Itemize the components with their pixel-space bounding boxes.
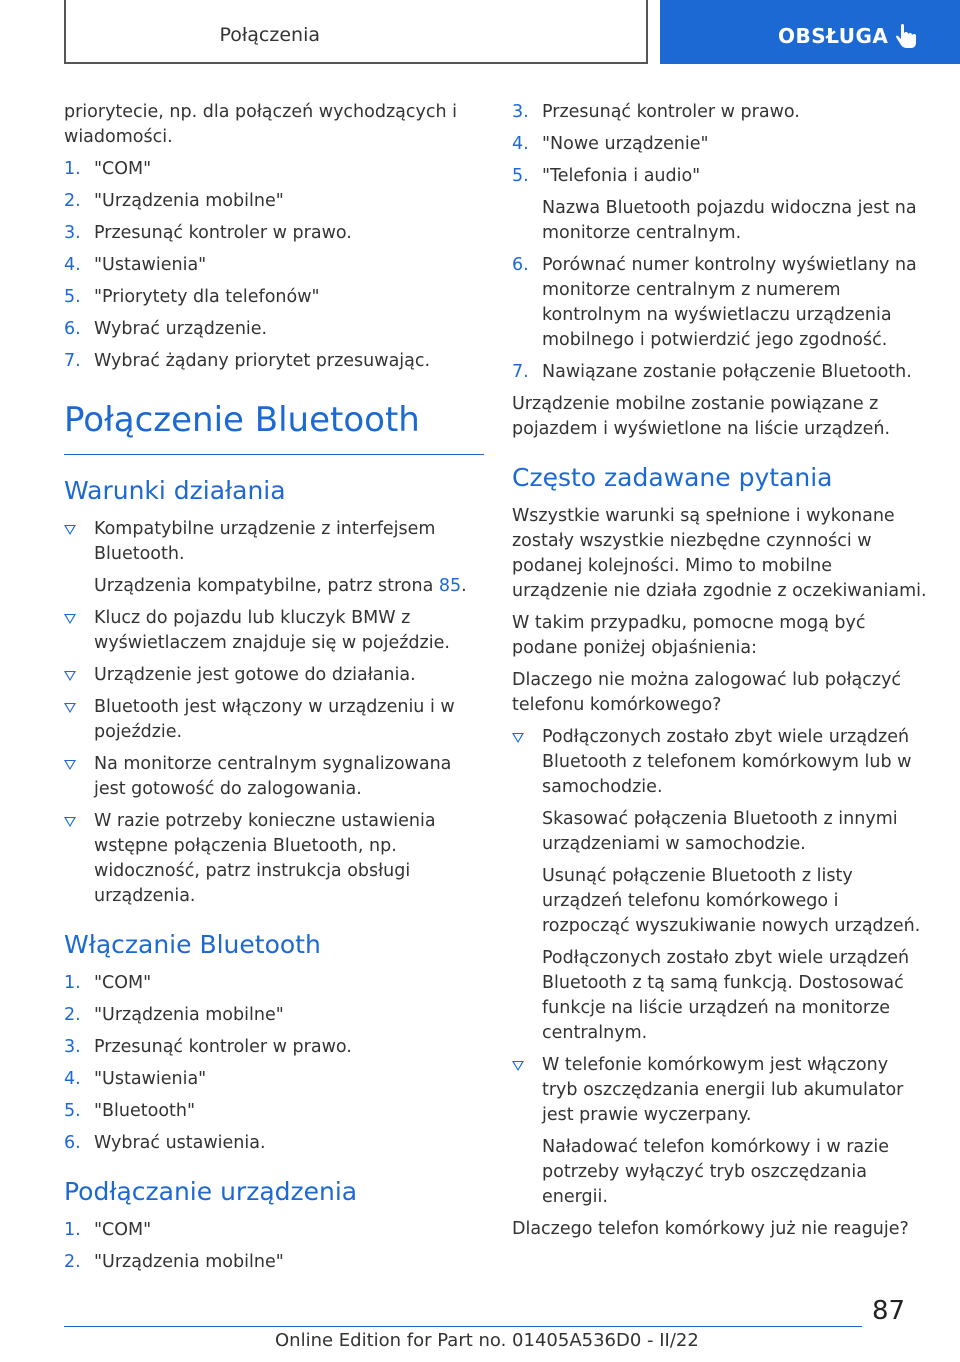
header-chapter-tab[interactable] [660,0,960,64]
list-item: 4. "Ustawienia" [64,1069,207,1089]
triangle-bullet-icon [64,525,76,535]
triangle-bullet-icon [64,614,76,624]
list-item: 7. Wybrać żądany priorytet przesuwając. [64,351,431,371]
triangle-bullet-icon [64,817,76,827]
list-item: 4. "Ustawienia" [64,255,207,275]
subheading-connect-device: Podłączanie urządzenia [64,1177,358,1206]
list-item: 6. Porównać numer kontrolny wyświetlany na monitorze centralnym z numerem kontrolnym na wyświetlaczu urządzenia mobilnego i potwierdzić jego zgodność. [512,255,917,350]
list-item: Urządzenie jest gotowe do działania. [64,663,484,688]
list-item: 7. Nawiązane zostanie połączenie Bluetooth. [512,362,912,382]
left-column [64,100,484,1282]
list-item: Kompatybilne urządzenie z interfejsem Bluetooth. Urządzenia kompatybilne, patrz strona 85. [64,517,484,599]
header-section-title: Połączenia [219,24,320,46]
list-item: W razie potrzeby konieczne ustawienia wstępne połączenia Bluetooth, np. widoczność, patrz instrukcja obsługi urządzenia. [64,809,484,909]
list-item: 5. "Priorytety dla telefonów" [64,287,320,307]
triangle-bullet-icon [64,703,76,713]
subheading-conditions: Warunki działania [64,476,286,505]
intro-text: priorytecie, np. dla połączeń wychodzących i wiadomości. [64,102,457,147]
list-item: Klucz do pojazdu lub kluczyk BMW z wyświetlaczem znajduje się w pojeździe. [64,606,484,656]
list-item: 1. "COM" [64,973,152,993]
faq-intro: Wszystkie warunki są spełnione i wykonane zostały wszystkie niezbędne czynności w podanej kolejności. Mimo to mobilne urządzenie nie działa zgodnie z oczekiwaniami. [512,506,927,601]
page-number: 87 [872,1296,906,1326]
faq-question-1: Dlaczego nie można zalogować lub połączyć telefonu komórkowego? [512,670,902,715]
list-item: 2. "Urządzenia mobilne" [64,1252,284,1272]
connect-steps-continued [512,100,928,385]
triangle-bullet-icon [64,760,76,770]
list-item: Podłączonych zostało zbyt wiele urządzeń Bluetooth z telefonem komórkowym lub w samochodzie. Skasować połączenia Bluetooth z innymi urządzeniami w samochodzie. Usunąć połączenie Bluetooth z listy urządzeń telefonu komórkowego i rozpocząć wyszukiwanie nowych urządzeń. Podłączonych zostało zbyt wiele urządzeń Bluetooth z tą samą funkcją. Dostosować funkcje na liście urządzeń na monitorze centralnym. [512,725,928,1046]
list-item: Na monitorze centralnym sygnalizowana jest gotowość do zalogowania. [64,752,484,802]
list-item: Bluetooth jest włączony w urządzeniu i w pojeździe. [64,695,484,745]
header-chapter-label: OBSŁUGA [778,24,889,48]
list-item: 5. "Bluetooth" [64,1101,196,1121]
list-item: 6. Wybrać ustawienia. [64,1133,266,1153]
list-item: 2. "Urządzenia mobilne" [64,191,284,211]
conditions-list [64,517,484,909]
list-item: 3. Przesunąć kontroler w prawo. [512,102,800,122]
faq-help: W takim przypadku, pomocne mogą być podane poniżej objaśnienia: [512,613,866,658]
footer-edition: Online Edition for Part no. 01405A536D0 - II/22 [275,1330,699,1351]
page-link[interactable]: 85 [438,576,462,596]
page-header [0,0,960,66]
footer-divider [64,1326,862,1327]
list-item: 3. Przesunąć kontroler w prawo. [64,1037,352,1057]
section-heading-bluetooth: Połączenie Bluetooth [64,398,484,455]
subheading-enable-bluetooth: Włączanie Bluetooth [64,930,321,959]
triangle-bullet-icon [512,1061,524,1071]
list-item: 1. "COM" [64,1220,152,1240]
list-item: 3. Przesunąć kontroler w prawo. [64,223,352,243]
enable-steps [64,971,484,1156]
list-item: W telefonie komórkowym jest włączony tryb oszczędzania energii lub akumulator jest prawie wyczerpany. Naładować telefon komórkowy i w razie potrzeby wyłączyć tryb oszczędzania energii. [512,1053,928,1210]
pointing-hand-icon [896,24,918,50]
header-section-box [64,0,648,64]
list-item: 4. "Nowe urządzenie" [512,134,709,154]
list-item: 1. "COM" [64,159,152,179]
list-item: 2. "Urządzenia mobilne" [64,1005,284,1025]
triangle-bullet-icon [512,733,524,743]
list-item: 5. "Telefonia i audio" Nazwa Bluetooth pojazdu widoczna jest na monitorze centralnym. [512,166,917,243]
triangle-bullet-icon [64,671,76,681]
list-item: 6. Wybrać urządzenie. [64,319,268,339]
subheading-faq: Często zadawane pytania [512,463,833,492]
right-column [512,100,928,1249]
connect-steps [64,1218,484,1275]
faq-question-2: Dlaczego telefon komórkowy już nie reaguje? [512,1219,909,1239]
faq-answers [512,725,928,1210]
priority-steps [64,157,484,374]
result-text: Urządzenie mobilne zostanie powiązane z pojazdem i wyświetlone na liście urządzeń. [512,394,891,439]
